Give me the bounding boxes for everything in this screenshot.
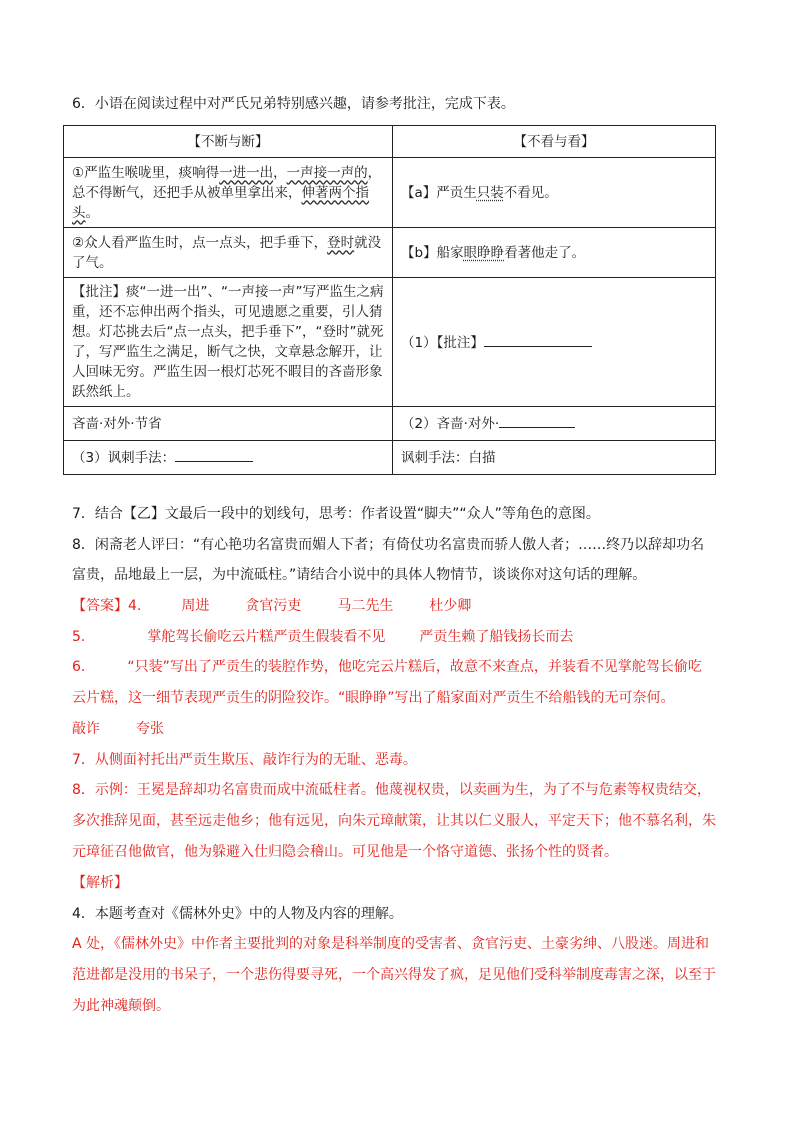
answer-6-line-2: 云片糕，这一细节表现严贡生的阴险狡诈。“眼睁睁”写出了船家面对严贡生不给船钱的无可奈何。 (72, 690, 675, 706)
cell-r5-right: 讽刺手法：白描 (393, 441, 716, 475)
table-row-2 (64, 228, 716, 278)
answer-text: “只装”写出了严贡生的装腔作势，他吃完云片糕后，故意不来查点，并装看不见掌舵驾长偷吃 (127, 659, 702, 675)
analysis-4: 4．本题考查对《儒林外史》中的人物及内容的理解。 (72, 906, 403, 922)
answer-number: 5. (72, 629, 86, 645)
text: 看著他走了。 (504, 244, 586, 261)
text: （3）讽刺手法： (72, 450, 176, 466)
dotted-text: 只装 (476, 184, 504, 201)
text: 【a】严贡生 (401, 184, 477, 201)
header-left: 【不断与断】 (64, 126, 393, 158)
cell-r1-left (64, 158, 393, 228)
answer-8-line-1: 8．示例：王冕是辞却功名富贵而成中流砥柱者。他蔑视权贵，以卖画为生，为了不与危素等权贵结交， (72, 782, 711, 798)
analysis-a-line-2: 范进都是没用的书呆子，一个悲伤得要寻死，一个高兴得发了疯，足见他们受科举制度毒害之深，以至于 (72, 967, 716, 983)
text: ①严监生喉咙里，痰响得 (72, 164, 220, 181)
dotted-text: 眼睁睁 (463, 244, 505, 261)
wavy-text: 一进一出 (219, 164, 274, 181)
answer-8-line-3: 元璋征召他做官，他为躲避入仕归隐会稽山。可见他是一个恪守道德、张扬个性的贤者。 (72, 844, 618, 860)
question-8-line-2: 富贵，品地最上一层，为中流砥柱。”请结合小说中的具体人物情节，谈谈你对这句话的理解。 (72, 567, 647, 583)
analysis-label: 【解析】 (72, 875, 128, 891)
answer-4 (72, 596, 471, 616)
text: （1）【批注】 (401, 334, 484, 351)
cell-r1-right (393, 158, 716, 228)
analysis-a-line-3: 为此神魂颠倒。 (72, 998, 170, 1014)
answer-item: 敲诈 (72, 721, 100, 737)
table-header-row (64, 126, 716, 158)
answer-item: 贪官污吏 (245, 598, 302, 614)
answer-5 (72, 627, 573, 647)
wavy-text: 登时 (327, 234, 355, 251)
header-right: 【不看与看】 (393, 126, 716, 158)
answer-blank-3[interactable] (175, 447, 253, 462)
text: ， (273, 164, 287, 181)
answer-item: 周进 (181, 598, 210, 614)
analysis-a-line-1: A 处，《儒林外史》中作者主要批判的对象是科举制度的受害者、贪官污吏、土豪劣绅、八股迷。周进和 (72, 936, 710, 952)
wavy-text: 伸著两个指头 (72, 184, 369, 221)
text: 【b】船家 (401, 244, 464, 261)
question-6: 6．小语在阅读过程中对严氏兄弟特别感兴趣，请参考批注，完成下表。 (72, 96, 515, 112)
table-row-1 (64, 158, 716, 228)
text: ②众人看严监生时，点一点头，把手垂下， (72, 234, 328, 251)
answer-item: 马二先生 (337, 598, 394, 614)
text: 不看见。 (503, 184, 558, 201)
question-8-line-1: 8．闲斋老人评曰：“有心艳功名富贵而媚人下者；有倚仗功名富贵而骄人傲人者；……终乃以辞却功名 (72, 537, 705, 553)
table-row-4 (64, 407, 716, 441)
table-row-3 (64, 278, 716, 407)
text: ，总不得断气，还把手从被单里拿出来， (72, 164, 382, 201)
cell-r4-right (393, 407, 716, 441)
comparison-table (63, 125, 716, 475)
wavy-text: 一声接一声的 (286, 164, 368, 181)
answer-item: 夸张 (136, 721, 164, 737)
answer-item: 杜少卿 (429, 598, 472, 614)
cell-r2-left (64, 228, 393, 278)
table-row-5 (64, 441, 716, 475)
cell-r3-right (393, 278, 716, 407)
answer-blank-1[interactable] (484, 332, 592, 347)
cell-r4-left: 吝啬·对外·节省 (64, 407, 393, 441)
text: （2）吝啬·对外· (401, 416, 500, 432)
answer-item: 严贡生赖了船钱扬长而去 (419, 629, 574, 645)
answer-6-line-3 (72, 719, 164, 739)
answer-8-line-2: 多次推辞见面，甚至远走他乡；他有远见，向朱元璋献策，让其以仁义服人，平定天下；他不慕名利，朱 (72, 813, 716, 829)
answer-6-line-1 (72, 657, 702, 677)
text: 。 (85, 204, 99, 221)
cell-r3-left: 【批注】痰“一进一出”、“一声接一声”写严监生之病重，还不忘伸出两个指头，可见遗愿之重要，引人猜想。灯芯挑去后“点一点头，把手垂下”，“登时”就死了，写严监生之满足，断气之快，文章悬念解开，让人回味无穷。严监生因一根灯芯死不暇目的吝啬形象跃然纸上。 (64, 278, 393, 407)
cell-r2-right (393, 228, 716, 278)
answer-blank-2[interactable] (499, 413, 575, 428)
text: 就没了气。 (72, 234, 382, 271)
answer-label: 【答案】4. (72, 598, 142, 614)
cell-r5-left (64, 441, 393, 475)
question-7: 7．结合【乙】文最后一段中的划线句，思考：作者设置“脚夫”“众人”等角色的意图。 (72, 506, 600, 522)
answer-item: 掌舵驾长偷吃云片糕严贡生假装看不见 (147, 629, 386, 645)
answer-number: 6. (72, 659, 86, 675)
answer-7: 7．从侧面衬托出严贡生欺压、敲诈行为的无耻、恶毒。 (72, 752, 417, 768)
